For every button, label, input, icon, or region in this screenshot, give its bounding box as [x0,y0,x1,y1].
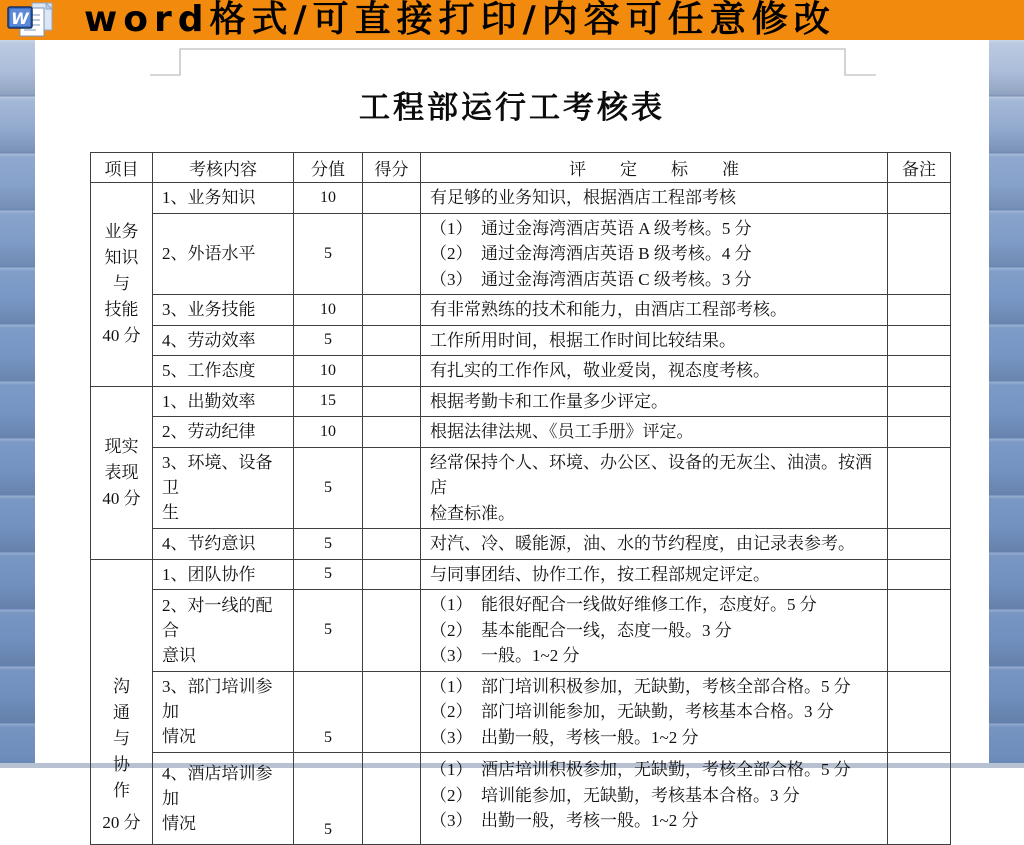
group-label-line: 沟 [113,677,130,696]
cell-item-group-2 [91,559,153,845]
column-header-4: 评 定 标 准 [421,153,888,183]
cell-content [153,417,294,448]
cell-criteria [421,753,888,845]
cell-content [153,386,294,417]
table-row [91,386,951,417]
cell-criteria [421,671,888,753]
cell-score: 10 [294,295,363,326]
cell-got-score [363,325,421,356]
text-line: （2） 部门培训能参加，无缺勤，考核基本合格。3 分 [430,702,834,721]
text-line: 根据考勤卡和工作量多少评定。 [430,391,668,411]
cell-content [153,213,294,295]
text-line: 情况 [162,727,196,747]
text-line: （1） 通过金海湾酒店英语 A 级考核。5 分 [430,218,752,238]
text-line: 2、劳动纪律 [162,422,256,442]
cell-got-score [363,356,421,387]
text-line: 3、部门培训参加 [162,677,273,722]
cell-score: 5 [294,753,363,845]
cell-got-score [363,183,421,214]
cell-criteria [421,590,888,672]
text-line: 3、环境、设备卫 [162,453,273,498]
cell-criteria [421,325,888,356]
document-title: 工程部运行工考核表 [359,90,665,125]
cell-score: 5 [294,529,363,560]
cell-score: 5 [294,213,363,295]
cell-remark [888,529,951,560]
cell-content [153,753,294,845]
text-line: 检查标准。 [430,503,515,523]
group-label-line: 知识 [104,248,139,268]
group-label-line: 技能 [104,300,139,320]
table-row [91,417,951,448]
text-line: 有非常熟练的技术和能力，由酒店工程部考核。 [430,300,787,319]
cell-criteria [421,386,888,417]
text-line: 工作所用时间，根据工作时间比较结果。 [430,330,736,350]
cell-score: 5 [294,559,363,590]
table-row [91,559,951,590]
right-border-decoration [989,40,1024,764]
column-header-1: 考核内容 [153,153,294,183]
cell-remark [888,559,951,590]
text-line: 4、酒店培训参加 [162,764,273,808]
cell-criteria [421,183,888,214]
cell-got-score [363,447,421,529]
word-document-icon [6,1,58,39]
text-line: 1、出勤效率 [162,391,256,411]
cell-criteria [421,417,888,448]
text-line: 5、工作态度 [162,361,256,381]
cell-score: 5 [294,671,363,753]
group-label-line: 40 分 [102,488,141,508]
column-header-2: 分值 [294,153,363,183]
text-line: 3、业务技能 [162,300,256,320]
cell-item-group-0 [91,183,153,387]
cell-score: 10 [294,356,363,387]
text-line: 对汽、冷、暖能源，油、水的节约程度，由记录表参考。 [430,534,855,553]
text-line: 2、对一线的配合 [162,595,273,640]
cell-got-score [363,753,421,845]
text-line: （1） 部门培训积极参加，无缺勤，考核全部合格。5 分 [430,676,851,696]
text-line: 4、劳动效率 [162,330,256,350]
cell-content [153,671,294,753]
promo-banner-text: word格式/可直接打印/内容可任意修改 [84,0,836,40]
cell-score: 15 [294,386,363,417]
cell-score: 5 [294,590,363,672]
text-line: 意识 [162,645,196,665]
cell-criteria [421,529,888,560]
group-label-line: 业务 [104,222,139,242]
cell-remark [888,213,951,295]
text-line: 1、业务知识 [162,188,256,208]
cell-content [153,447,294,529]
promo-banner [0,0,1024,40]
text-line: （3） 出勤一般，考核一般。1~2 分 [430,727,699,747]
cell-remark [888,590,951,672]
cell-criteria [421,295,888,326]
column-header-0: 项目 [91,153,153,183]
svg-text:W: W [11,9,29,28]
left-border-decoration [0,40,35,764]
table-row [91,753,951,845]
text-line: 与同事团结、协作工作，按工程部规定评定。 [430,564,770,584]
text-line: （3） 出勤一般，考核一般。1~2 分 [430,811,699,830]
cell-content [153,356,294,387]
cell-criteria [421,213,888,295]
group-label-line: 与 [113,274,130,294]
cell-remark [888,356,951,387]
cell-criteria [421,559,888,590]
cell-item-group-1 [91,386,153,559]
text-line: （2） 培训能参加，无缺勤，考核基本合格。3 分 [430,785,800,805]
text-line: （2） 通过金海湾酒店英语 B 级考核。4 分 [430,244,752,263]
text-line: 根据法律法规、《员工手册》评定。 [430,422,694,441]
cell-got-score [363,386,421,417]
table-row [91,295,951,326]
cell-score: 5 [294,325,363,356]
cell-remark [888,753,951,845]
text-line: 经常保持个人、环境、办公区、设备的无灰尘、油渍。按酒店 [430,452,872,497]
cell-content [153,529,294,560]
cell-got-score [363,295,421,326]
cell-remark [888,183,951,214]
assessment-table [90,152,951,845]
cell-criteria [421,356,888,387]
table-row [91,325,951,356]
cell-remark [888,417,951,448]
table-row [91,356,951,387]
column-header-5: 备注 [888,153,951,183]
group-label-line: 协 [113,755,130,774]
cell-got-score [363,559,421,590]
text-line: 4、节约意识 [162,534,256,554]
cell-score: 10 [294,183,363,214]
text-line: （1） 能很好配合一线做好维修工作，态度好。5 分 [430,595,817,614]
text-line: 有足够的业务知识，根据酒店工程部考核 [430,188,736,207]
cell-got-score [363,671,421,753]
table-row [91,671,951,753]
cell-got-score [363,417,421,448]
text-line: 1、团队协作 [162,564,256,584]
cell-remark [888,671,951,753]
text-line: 2、外语水平 [162,244,256,264]
text-line: （2） 基本能配合一线，态度一般。3 分 [430,620,732,640]
cell-content [153,295,294,326]
cell-content [153,590,294,672]
table-row [91,590,951,672]
cell-got-score [363,590,421,672]
text-line: 有扎实的工作作风，敬业爱岗，视态度考核。 [430,361,770,380]
cell-got-score [363,213,421,295]
table-row [91,529,951,560]
cell-got-score [363,529,421,560]
table-header-row [91,153,951,183]
cell-remark [888,325,951,356]
table-row [91,447,951,529]
group-label-line: 表现 [104,462,139,482]
cell-remark [888,295,951,326]
cell-remark [888,447,951,529]
group-label-line: 现实 [104,436,139,456]
cell-score: 5 [294,447,363,529]
text-line: 情况 [162,814,196,833]
cell-content [153,183,294,214]
text-line: 生 [162,503,179,523]
table-row [91,213,951,295]
group-label-line: 20 分 [102,813,141,832]
text-line: （3） 一般。1~2 分 [430,646,580,665]
group-label-line: 通 [113,703,130,722]
cell-score: 10 [294,417,363,448]
cell-criteria [421,447,888,529]
text-line: （1） 酒店培训积极参加，无缺勤，考核全部合格。5 分 [430,760,851,779]
table-row [91,183,951,214]
text-line: （3） 通过金海湾酒店英语 C 级考核。3 分 [430,269,752,289]
group-label-line: 作 [113,781,130,800]
column-header-3: 得分 [363,153,421,183]
group-label-line: 与 [113,729,130,748]
cell-remark [888,386,951,417]
cell-content [153,325,294,356]
cell-content [153,559,294,590]
group-label-line: 40 分 [102,326,141,346]
